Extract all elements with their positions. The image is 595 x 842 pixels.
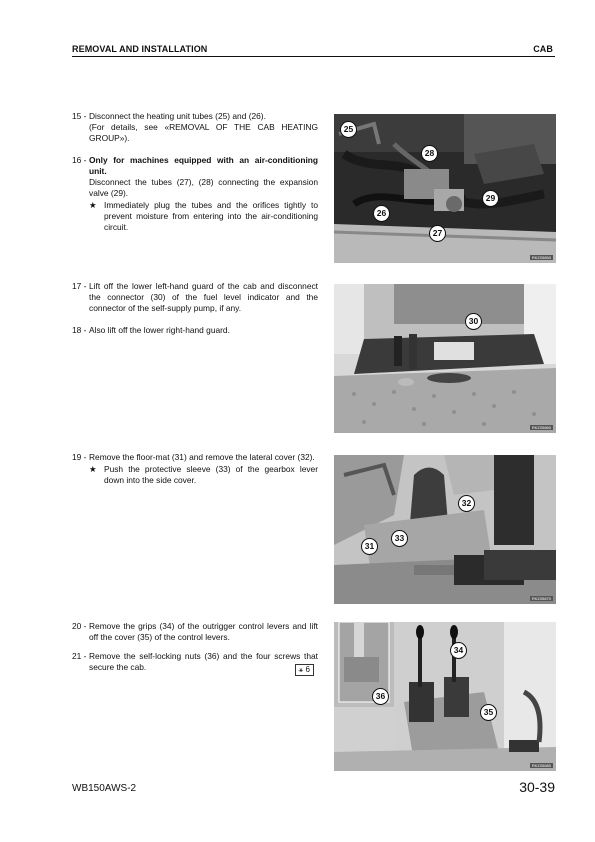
step-text: Remove the grips (34) of the outrigger control levers and lift off the cover (35) of the control levers. (89, 621, 318, 642)
step-text: Disconnect the heating unit tubes (25) and (26). (89, 111, 266, 121)
photo-left-guard (334, 284, 556, 433)
note-text: Immediately plug the tubes and the orifices tightly to prevent moisture from entering into the air-conditioning circuit. (104, 200, 318, 232)
callout-27: 27 (429, 225, 446, 242)
photo-image (334, 455, 556, 604)
photo-control-levers (334, 622, 556, 771)
step-number: 15 - (72, 111, 87, 121)
torque-reference-value: 6 (305, 665, 310, 674)
machine-model: WB150AWS-2 (72, 783, 137, 794)
callout-32: 32 (458, 495, 475, 512)
step-condition: Only for machines equipped with an air-conditioning unit. (89, 155, 318, 176)
callout-28: 28 (421, 145, 438, 162)
step-text: Remove the self-locking nuts (36) and the four screws that secure the cab. (89, 651, 318, 672)
step-15 (72, 111, 318, 144)
photo-image (334, 114, 556, 263)
callout-31: 31 (361, 538, 378, 555)
step-16 (72, 155, 318, 233)
step-text: Disconnect the tubes (27), (28) connecting the expansion valve (29). (89, 177, 318, 198)
callout-36: 36 (372, 688, 389, 705)
step-number: 17 - (72, 281, 87, 291)
callout-29: 29 (482, 190, 499, 207)
header-rule (72, 56, 555, 57)
callout-34: 34 (450, 642, 467, 659)
callout-26: 26 (373, 205, 390, 222)
note-text: Push the protective sleeve (33) of the gearbox lever down into the side cover. (104, 464, 318, 485)
step-text: Also lift off the lower right-hand guard. (89, 325, 230, 335)
chapter-title: CAB (533, 44, 553, 54)
section-title: REMOVAL AND INSTALLATION (72, 44, 208, 54)
photo-image (334, 284, 556, 433)
callout-35: 35 (480, 704, 497, 721)
step-number: 16 - (72, 155, 87, 165)
photo-code: RKZ05650 (531, 255, 551, 260)
photo-expansion-valve (334, 114, 556, 263)
photo-image (334, 622, 556, 771)
step-18 (72, 325, 318, 336)
step-17 (72, 281, 318, 314)
step-note (89, 200, 318, 233)
torque-wrench-icon: ⚹ (298, 665, 304, 674)
photo-code: RKZ05670 (531, 596, 551, 601)
callout-33: 33 (391, 530, 408, 547)
step-number: 18 - (72, 325, 87, 335)
step-number: 20 - (72, 621, 87, 631)
callout-30: 30 (465, 313, 482, 330)
step-text: Lift off the lower left-hand guard of the cab and disconnect the connector (30) of the fuel level indicator and the connector of the self-supply pump, if any. (89, 281, 318, 313)
page-number: 30-39 (519, 779, 555, 795)
star-icon: ★ (89, 464, 97, 474)
photo-code: RKZ05660 (531, 425, 551, 430)
step-21 (72, 651, 318, 673)
star-icon: ★ (89, 200, 97, 210)
step-number: 21 - (72, 651, 87, 661)
step-20 (72, 621, 318, 643)
step-text: Remove the floor-mat (31) and remove the lateral cover (32). (89, 452, 315, 462)
step-19 (72, 452, 318, 486)
step-note (89, 464, 318, 486)
photo-lateral-cover (334, 455, 556, 604)
photo-code: RKZ05680 (531, 763, 551, 768)
step-text: (For details, see «REMOVAL OF THE CAB HEATING GROUP»). (89, 122, 318, 143)
step-number: 19 - (72, 452, 87, 462)
callout-25: 25 (340, 121, 357, 138)
torque-reference-box (295, 664, 315, 676)
